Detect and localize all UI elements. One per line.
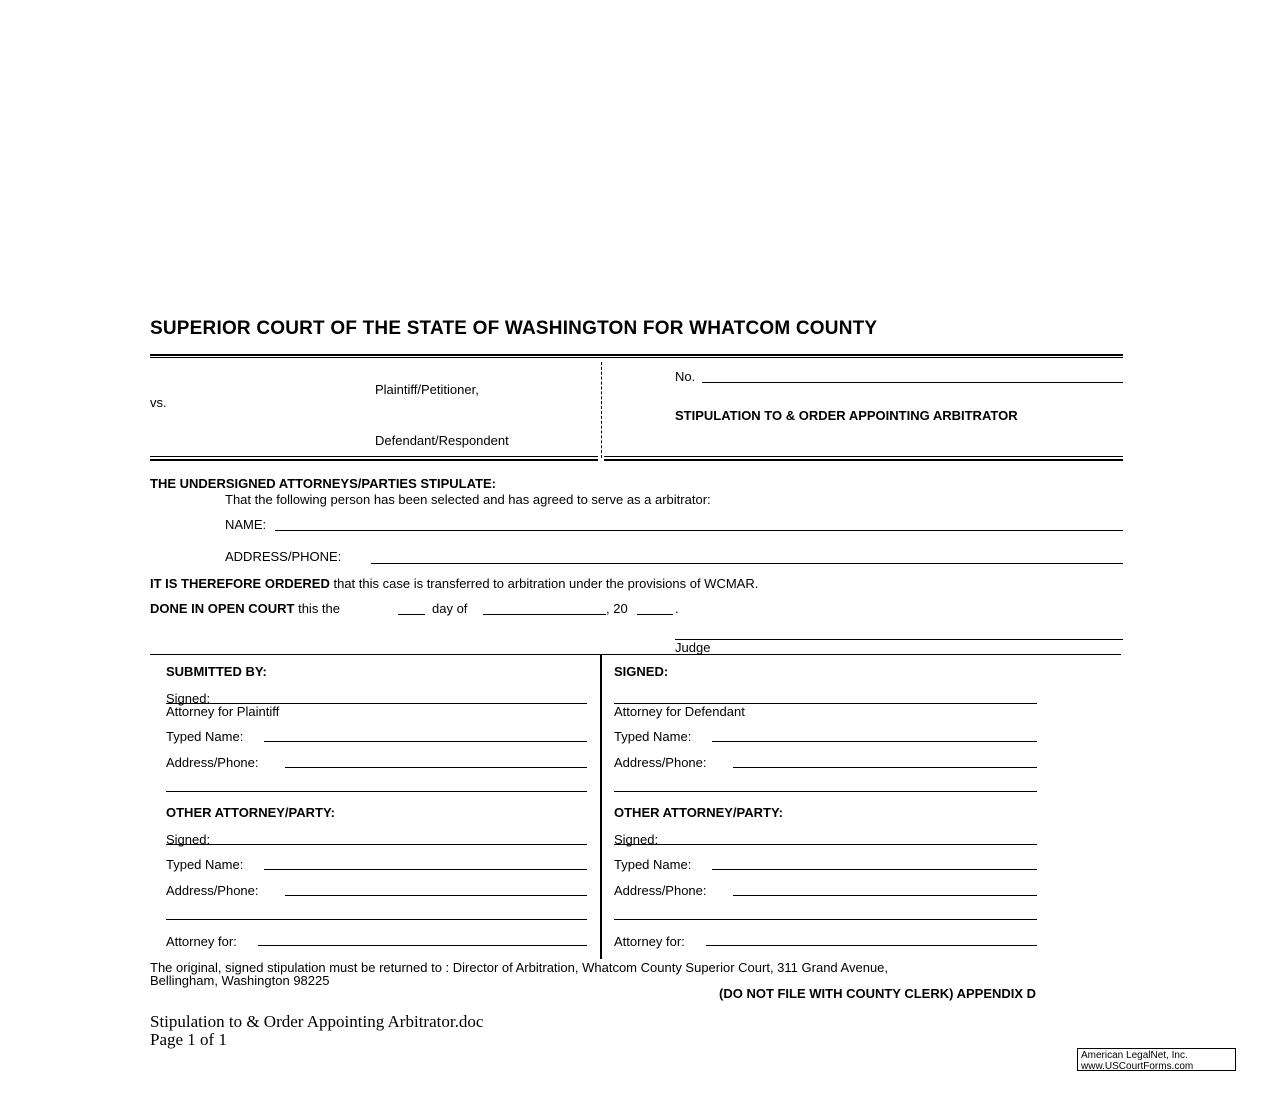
- done-year-input[interactable]: [637, 614, 673, 615]
- stipulation-intro: That the following person has been selected and has agreed to serve as a arbitrator:: [225, 492, 711, 507]
- defendant-typed-name-label: Typed Name:: [614, 729, 692, 744]
- plaintiff-address-label: Address/Phone:: [166, 755, 259, 770]
- case-no-input[interactable]: [702, 382, 1123, 383]
- submitted-by-heading: SUBMITTED BY:: [166, 664, 267, 679]
- caption-right-rule-2: [604, 459, 1123, 461]
- header-rule-top: [150, 354, 1123, 356]
- plaintiff-signed-label: Signed:: [166, 691, 211, 706]
- defendant-address-label: Address/Phone:: [614, 755, 707, 770]
- right-other-address-input-2[interactable]: [614, 919, 1037, 920]
- caption-divider: [601, 362, 602, 458]
- right-other-signed-label: Signed:: [614, 832, 659, 847]
- done-day-input[interactable]: [398, 614, 425, 615]
- left-other-address-label: Address/Phone:: [166, 883, 259, 898]
- judge-signature-line[interactable]: [675, 639, 1123, 640]
- done-month-input[interactable]: [483, 614, 606, 615]
- arbitrator-address-label: ADDRESS/PHONE:: [225, 549, 342, 564]
- left-other-signature-input[interactable]: [166, 844, 587, 845]
- right-other-attorney-for-label: Attorney for:: [614, 934, 685, 949]
- right-other-signature-input[interactable]: [614, 844, 1037, 845]
- left-other-signed-label: Signed:: [166, 832, 211, 847]
- arbitrator-name-input[interactable]: [275, 530, 1123, 531]
- done-day-of: day of: [432, 601, 468, 616]
- left-other-typed-name-label: Typed Name:: [166, 857, 244, 872]
- right-other-attorney-heading: OTHER ATTORNEY/PARTY:: [614, 805, 783, 820]
- caption-right-rule-1: [604, 456, 1123, 457]
- judge-label: Judge: [675, 640, 711, 655]
- left-other-address-input-2[interactable]: [166, 919, 587, 920]
- signed-heading: SIGNED:: [614, 664, 669, 679]
- appendix-note: (DO NOT FILE WITH COUNTY CLERK) APPENDIX D: [719, 986, 1037, 1001]
- footer-page-number: Page 1 of 1: [150, 1030, 227, 1049]
- done-in-open-court: [150, 601, 340, 616]
- right-other-attorney-for-input[interactable]: [706, 945, 1037, 946]
- defendant-label: Defendant/Respondent: [375, 433, 509, 448]
- return-instructions-line-2: Bellingham, Washington 98225: [150, 973, 330, 988]
- done-period: .: [675, 601, 679, 616]
- signature-table-top-rule: [150, 654, 1121, 655]
- plaintiff-typed-name-input[interactable]: [264, 741, 587, 742]
- right-other-address-label: Address/Phone:: [614, 883, 707, 898]
- stipulation-heading: THE UNDERSIGNED ATTORNEYS/PARTIES STIPULATE:: [150, 476, 496, 491]
- header-rule-bottom: [150, 357, 1123, 358]
- court-title: SUPERIOR COURT OF THE STATE OF WASHINGTON FOR WHATCOM COUNTY: [150, 318, 878, 339]
- document-title: STIPULATION TO & ORDER APPOINTING ARBITRATOR: [675, 408, 1018, 423]
- arbitrator-name-label: NAME:: [225, 517, 267, 532]
- defendant-address-input-2[interactable]: [614, 791, 1037, 792]
- order-statement: [150, 576, 758, 591]
- arbitrator-address-input[interactable]: [371, 563, 1123, 564]
- publisher-name: American LegalNet, Inc.: [1081, 1050, 1188, 1061]
- defendant-typed-name-input[interactable]: [712, 741, 1037, 742]
- footer-filename: Stipulation to & Order Appointing Arbitrator.doc: [150, 1012, 484, 1031]
- right-other-address-input[interactable]: [733, 895, 1037, 896]
- left-other-attorney-for-input[interactable]: [258, 945, 587, 946]
- left-other-typed-name-input[interactable]: [264, 869, 587, 870]
- signature-table-divider: [600, 654, 602, 959]
- right-other-typed-name-label: Typed Name:: [614, 857, 692, 872]
- done-bold: DONE IN OPEN COURT: [150, 601, 295, 616]
- left-other-attorney-for-label: Attorney for:: [166, 934, 237, 949]
- done-comma-20: , 20: [606, 601, 628, 616]
- caption-left-rule-2: [150, 459, 598, 461]
- plaintiff-address-input[interactable]: [285, 767, 587, 768]
- plaintiff-address-input-2[interactable]: [166, 791, 587, 792]
- plaintiff-label: Plaintiff/Petitioner,: [375, 382, 479, 397]
- done-this-the: this the: [298, 601, 341, 616]
- caption-left-rule-1: [150, 456, 598, 457]
- plaintiff-typed-name-label: Typed Name:: [166, 729, 244, 744]
- attorney-for-plaintiff-label: Attorney for Plaintiff: [166, 704, 280, 719]
- publisher-url[interactable]: www.USCourtForms.com: [1081, 1061, 1194, 1072]
- defendant-address-input[interactable]: [733, 767, 1037, 768]
- case-no-label: No.: [675, 369, 696, 384]
- order-bold: IT IS THEREFORE ORDERED: [150, 576, 330, 591]
- left-other-attorney-heading: OTHER ATTORNEY/PARTY:: [166, 805, 335, 820]
- publisher-box: [1077, 1048, 1236, 1071]
- order-text: that this case is transferred to arbitration under the provisions of WCMAR.: [333, 576, 759, 591]
- attorney-for-defendant-label: Attorney for Defendant: [614, 704, 745, 719]
- right-other-typed-name-input[interactable]: [712, 869, 1037, 870]
- vs-label: vs.: [150, 395, 167, 410]
- left-other-address-input[interactable]: [285, 895, 587, 896]
- return-instructions-line-1: The original, signed stipulation must be returned to : Director of Arbitration, Whatcom County Superior Court, 311 Grand Avenue,: [150, 960, 889, 975]
